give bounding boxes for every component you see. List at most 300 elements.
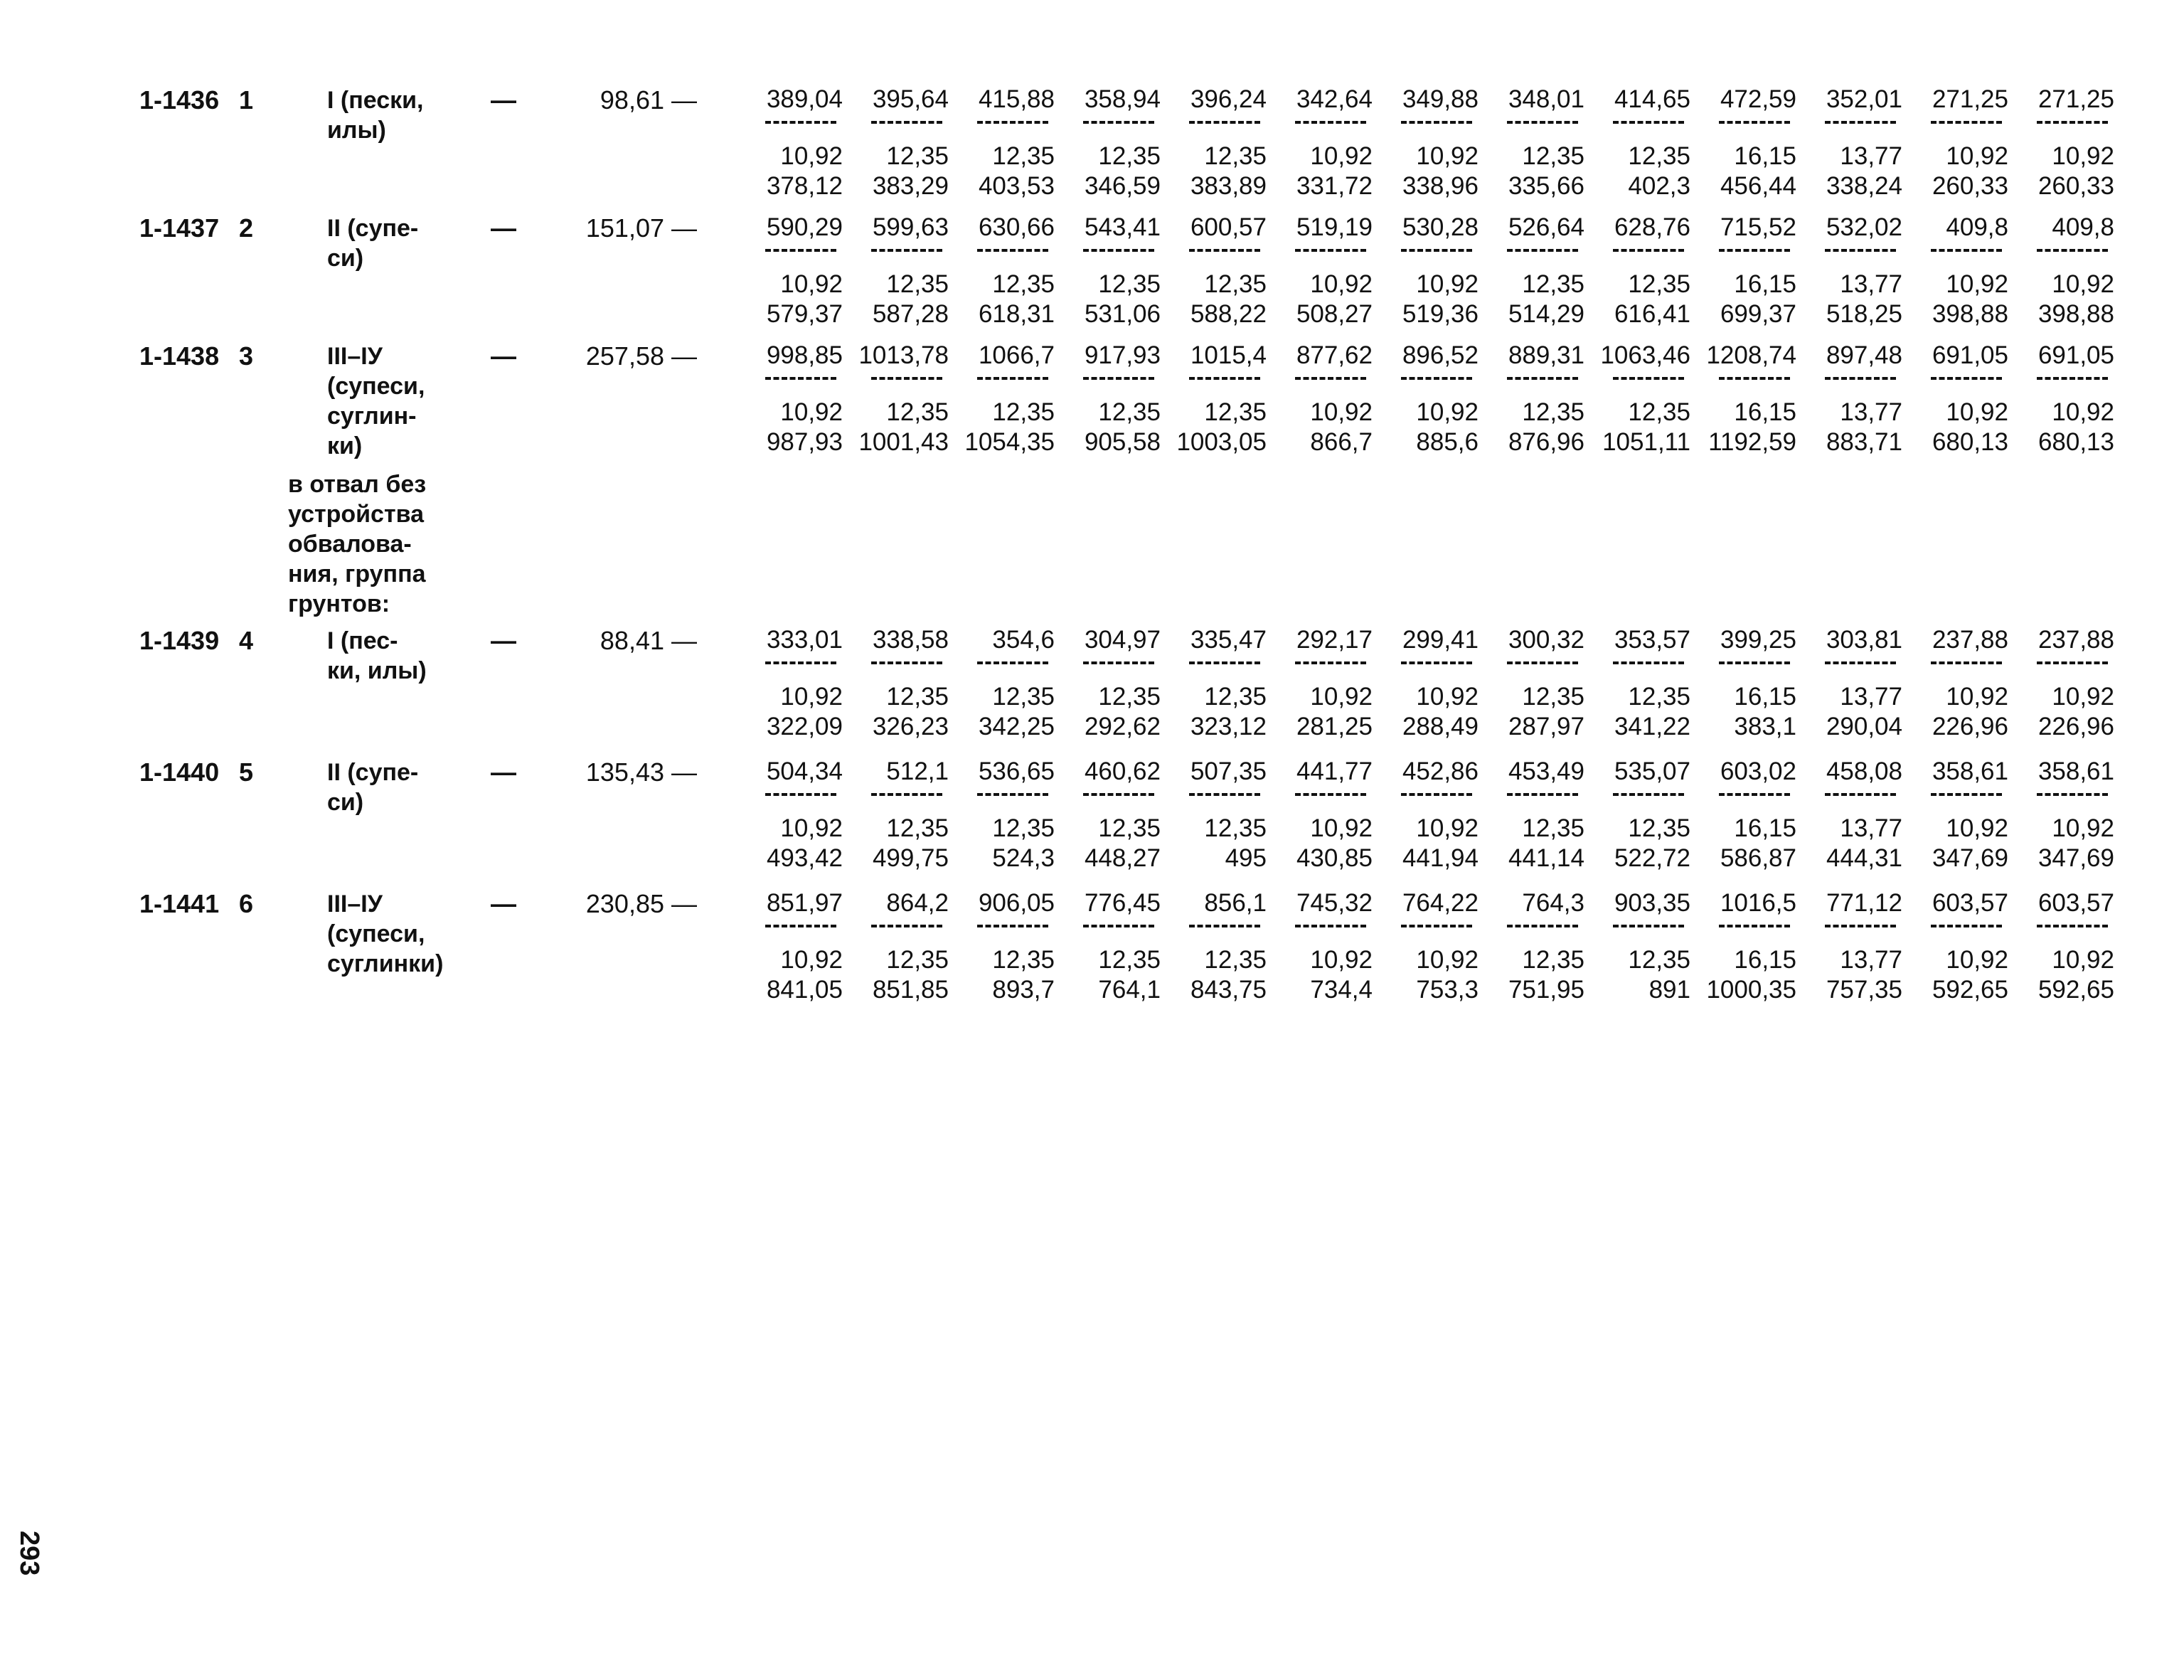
fraction-numerator: 530,28 bbox=[1402, 213, 1479, 241]
fraction-result: 851,85 bbox=[872, 976, 949, 1004]
fraction-cell bbox=[1379, 889, 1485, 1010]
fraction-result: 616,41 bbox=[1614, 300, 1690, 328]
fraction-cell bbox=[849, 213, 955, 334]
fraction-cell bbox=[849, 626, 955, 747]
fraction-rule bbox=[977, 661, 1048, 664]
fraction-rule bbox=[1083, 377, 1154, 380]
fraction-denominator: 12,35 bbox=[992, 946, 1055, 974]
fraction-result: 281,25 bbox=[1296, 713, 1373, 740]
fraction-cell bbox=[1167, 85, 1273, 206]
fraction-cell bbox=[1379, 341, 1485, 462]
fraction-cell bbox=[1697, 85, 1803, 206]
fraction-numerator: 603,57 bbox=[2037, 889, 2114, 917]
fraction-cell bbox=[1909, 626, 2015, 747]
fraction-numerator: 628,76 bbox=[1614, 213, 1690, 241]
fraction-result: 586,87 bbox=[1720, 844, 1796, 872]
fraction-cell bbox=[1485, 85, 1591, 206]
fraction-result: 587,28 bbox=[872, 300, 949, 328]
fraction-cell bbox=[1909, 213, 2015, 334]
fraction-cell bbox=[1379, 757, 1485, 878]
fraction-rule bbox=[1931, 793, 2002, 796]
fraction-denominator: 10,92 bbox=[1310, 270, 1373, 298]
fraction-rule bbox=[1295, 661, 1366, 664]
fraction-cell bbox=[1379, 626, 1485, 747]
fraction-numerator: 414,65 bbox=[1614, 85, 1690, 113]
fraction-denominator: 10,92 bbox=[1946, 683, 2008, 711]
fraction-result: 338,24 bbox=[1826, 172, 1902, 200]
fraction-denominator: 13,77 bbox=[1840, 946, 1902, 974]
fraction-numerator: 543,41 bbox=[1084, 213, 1161, 241]
fraction-result: 592,65 bbox=[1932, 976, 2008, 1004]
fraction-cell bbox=[1909, 889, 2015, 1010]
fraction-result: 753,3 bbox=[1416, 976, 1479, 1004]
fraction-result: 287,97 bbox=[1508, 713, 1584, 740]
fraction-rule bbox=[1613, 793, 1684, 796]
fraction-denominator: 10,92 bbox=[2052, 946, 2114, 974]
fraction-denominator: 10,92 bbox=[1946, 142, 2008, 170]
fraction-denominator: 12,35 bbox=[1204, 270, 1267, 298]
base-value: 88,41 — bbox=[600, 626, 697, 655]
fraction-denominator: 16,15 bbox=[1734, 946, 1796, 974]
fraction-result: 430,85 bbox=[1296, 844, 1373, 872]
fraction-denominator: 12,35 bbox=[992, 270, 1055, 298]
fraction-cell bbox=[1273, 889, 1379, 1010]
fraction-denominator: 10,92 bbox=[1946, 946, 2008, 974]
fraction-denominator: 10,92 bbox=[1310, 142, 1373, 170]
fraction-result: 905,58 bbox=[1084, 428, 1161, 456]
base-value: 151,07 — bbox=[585, 213, 697, 243]
fraction-cell bbox=[1167, 626, 1273, 747]
fraction-rule bbox=[1931, 249, 2002, 252]
value-cells bbox=[743, 626, 2121, 747]
fraction-denominator: 12,35 bbox=[886, 814, 949, 842]
fraction-rule bbox=[1401, 661, 1472, 664]
fraction-rule bbox=[1083, 661, 1154, 664]
section-note: в отвал без устройства обвалова- ния, группа грунтов: bbox=[288, 471, 427, 617]
fraction-rule bbox=[1083, 121, 1154, 124]
base-value: 257,58 — bbox=[585, 341, 697, 371]
fraction-rule bbox=[2037, 661, 2108, 664]
fraction-cell bbox=[1803, 213, 1909, 334]
fraction-rule bbox=[1189, 793, 1260, 796]
fraction-cell bbox=[1273, 757, 1379, 878]
row-number: 2 bbox=[239, 213, 254, 243]
fraction-numerator: 1016,5 bbox=[1720, 889, 1796, 917]
fraction-cell bbox=[1379, 85, 1485, 206]
fraction-rule bbox=[1189, 377, 1260, 380]
fraction-denominator: 10,92 bbox=[2052, 814, 2114, 842]
fraction-result: 288,49 bbox=[1402, 713, 1479, 740]
fraction-denominator: 12,35 bbox=[1522, 270, 1584, 298]
fraction-numerator: 358,61 bbox=[1932, 757, 2008, 785]
fraction-numerator: 864,2 bbox=[886, 889, 949, 917]
fraction-result: 891 bbox=[1648, 976, 1690, 1004]
fraction-numerator: 1013,78 bbox=[858, 341, 949, 369]
fraction-rule bbox=[1719, 661, 1790, 664]
fraction-result: 378,12 bbox=[766, 172, 843, 200]
fraction-rule bbox=[871, 377, 942, 380]
fraction-rule bbox=[2037, 249, 2108, 252]
fraction-numerator: 532,02 bbox=[1826, 213, 1902, 241]
item-code: 1-1440 bbox=[139, 757, 220, 787]
fraction-result: 764,1 bbox=[1098, 976, 1161, 1004]
fraction-denominator: 12,35 bbox=[1522, 683, 1584, 711]
fraction-result: 514,29 bbox=[1508, 300, 1584, 328]
fraction-cell bbox=[2015, 626, 2121, 747]
fraction-result: 1001,43 bbox=[858, 428, 949, 456]
fraction-cell bbox=[1485, 757, 1591, 878]
fraction-rule bbox=[1295, 793, 1366, 796]
base-value: 98,61 — bbox=[600, 85, 697, 115]
fraction-cell bbox=[1697, 213, 1803, 334]
fraction-rule bbox=[1295, 925, 1366, 927]
fraction-rule bbox=[1825, 661, 1896, 664]
fraction-numerator: 271,25 bbox=[1932, 85, 2008, 113]
fraction-denominator: 16,15 bbox=[1734, 398, 1796, 426]
fraction-result: 841,05 bbox=[766, 976, 843, 1004]
fraction-numerator: 415,88 bbox=[978, 85, 1055, 113]
empty-cell-dash: — bbox=[491, 757, 516, 787]
fraction-cell bbox=[1167, 341, 1273, 462]
fraction-numerator: 354,6 bbox=[992, 626, 1055, 654]
fraction-rule bbox=[977, 925, 1048, 927]
fraction-cell bbox=[1803, 889, 1909, 1010]
fraction-numerator: 396,24 bbox=[1190, 85, 1267, 113]
fraction-rule bbox=[1295, 377, 1366, 380]
fraction-result: 751,95 bbox=[1508, 976, 1584, 1004]
fraction-rule bbox=[1189, 925, 1260, 927]
fraction-cell bbox=[955, 85, 1061, 206]
fraction-result: 323,12 bbox=[1190, 713, 1267, 740]
row-number: 5 bbox=[239, 757, 254, 787]
fraction-cell bbox=[1273, 213, 1379, 334]
fraction-result: 524,3 bbox=[992, 844, 1055, 872]
fraction-numerator: 764,22 bbox=[1402, 889, 1479, 917]
fraction-numerator: 300,32 bbox=[1508, 626, 1584, 654]
fraction-result: 499,75 bbox=[872, 844, 949, 872]
fraction-denominator: 12,35 bbox=[1628, 683, 1690, 711]
fraction-rule bbox=[765, 793, 836, 796]
fraction-numerator: 409,8 bbox=[2052, 213, 2114, 241]
fraction-result: 347,69 bbox=[1932, 844, 2008, 872]
fraction-result: 1054,35 bbox=[964, 428, 1055, 456]
fraction-denominator: 13,77 bbox=[1840, 398, 1902, 426]
fraction-rule bbox=[871, 661, 942, 664]
fraction-result: 876,96 bbox=[1508, 428, 1584, 456]
fraction-cell bbox=[1273, 85, 1379, 206]
fraction-result: 987,93 bbox=[766, 428, 843, 456]
fraction-cell bbox=[955, 757, 1061, 878]
fraction-rule bbox=[1931, 377, 2002, 380]
fraction-rule bbox=[1719, 121, 1790, 124]
fraction-numerator: 441,77 bbox=[1296, 757, 1373, 785]
fraction-rule bbox=[871, 121, 942, 124]
fraction-rule bbox=[1931, 121, 2002, 124]
fraction-result: 403,53 bbox=[978, 172, 1055, 200]
value-cells bbox=[743, 85, 2121, 206]
fraction-cell bbox=[1909, 757, 2015, 878]
fraction-cell bbox=[1803, 85, 1909, 206]
fraction-cell bbox=[2015, 341, 2121, 462]
fraction-rule bbox=[1401, 793, 1472, 796]
fraction-numerator: 458,08 bbox=[1826, 757, 1902, 785]
value-cells bbox=[743, 757, 2121, 878]
fraction-rule bbox=[1507, 925, 1578, 927]
fraction-rule bbox=[1613, 249, 1684, 252]
fraction-rule bbox=[1825, 377, 1896, 380]
fraction-numerator: 460,62 bbox=[1084, 757, 1161, 785]
value-cells bbox=[743, 341, 2121, 462]
fraction-rule bbox=[1931, 925, 2002, 927]
item-code: 1-1441 bbox=[139, 889, 220, 918]
fraction-denominator: 10,92 bbox=[1310, 683, 1373, 711]
value-cells bbox=[743, 889, 2121, 1010]
soil-group: I (пес- ки, илы) bbox=[327, 627, 427, 684]
fraction-numerator: 237,88 bbox=[2037, 626, 2114, 654]
fraction-rule bbox=[1507, 661, 1578, 664]
fraction-denominator: 12,35 bbox=[1628, 142, 1690, 170]
fraction-rule bbox=[871, 249, 942, 252]
fraction-rule bbox=[1401, 249, 1472, 252]
fraction-denominator: 10,92 bbox=[2052, 142, 2114, 170]
fraction-rule bbox=[1613, 661, 1684, 664]
fraction-numerator: 504,34 bbox=[766, 757, 843, 785]
fraction-denominator: 12,35 bbox=[992, 683, 1055, 711]
fraction-result: 493,42 bbox=[766, 844, 843, 872]
fraction-denominator: 12,35 bbox=[1204, 814, 1267, 842]
fraction-result: 260,33 bbox=[1932, 172, 2008, 200]
page-number: 293 bbox=[14, 1531, 44, 1576]
fraction-result: 519,36 bbox=[1402, 300, 1479, 328]
fraction-cell bbox=[743, 213, 849, 334]
fraction-numerator: 917,93 bbox=[1084, 341, 1161, 369]
fraction-result: 398,88 bbox=[1932, 300, 2008, 328]
fraction-numerator: 342,64 bbox=[1296, 85, 1373, 113]
fraction-numerator: 906,05 bbox=[978, 889, 1055, 917]
fraction-denominator: 16,15 bbox=[1734, 683, 1796, 711]
fraction-cell bbox=[743, 757, 849, 878]
fraction-cell bbox=[743, 341, 849, 462]
fraction-rule bbox=[1507, 121, 1578, 124]
empty-cell-dash: — bbox=[491, 341, 516, 371]
fraction-numerator: 349,88 bbox=[1402, 85, 1479, 113]
fraction-denominator: 10,92 bbox=[1416, 683, 1479, 711]
fraction-cell bbox=[955, 213, 1061, 334]
fraction-numerator: 896,52 bbox=[1402, 341, 1479, 369]
fraction-rule bbox=[1719, 793, 1790, 796]
fraction-result: 495 bbox=[1225, 844, 1267, 872]
fraction-cell bbox=[849, 757, 955, 878]
fraction-denominator: 12,35 bbox=[1628, 270, 1690, 298]
fraction-rule bbox=[1083, 793, 1154, 796]
soil-group: III–IУ (супеси, суглинки) bbox=[327, 890, 444, 977]
fraction-numerator: 472,59 bbox=[1720, 85, 1796, 113]
row-number: 6 bbox=[239, 889, 254, 918]
fraction-numerator: 512,1 bbox=[886, 757, 949, 785]
fraction-denominator: 10,92 bbox=[1946, 814, 2008, 842]
fraction-result: 335,66 bbox=[1508, 172, 1584, 200]
fraction-cell bbox=[1061, 85, 1167, 206]
fraction-rule bbox=[2037, 925, 2108, 927]
fraction-denominator: 16,15 bbox=[1734, 142, 1796, 170]
fraction-cell bbox=[849, 889, 955, 1010]
fraction-cell bbox=[1061, 889, 1167, 1010]
fraction-numerator: 304,97 bbox=[1084, 626, 1161, 654]
fraction-numerator: 335,47 bbox=[1190, 626, 1267, 654]
fraction-cell bbox=[1697, 341, 1803, 462]
fraction-denominator: 10,92 bbox=[2052, 270, 2114, 298]
fraction-numerator: 1066,7 bbox=[978, 341, 1055, 369]
fraction-numerator: 600,57 bbox=[1190, 213, 1267, 241]
fraction-rule bbox=[977, 249, 1048, 252]
fraction-result: 1003,05 bbox=[1176, 428, 1267, 456]
fraction-numerator: 358,94 bbox=[1084, 85, 1161, 113]
fraction-rule bbox=[2037, 793, 2108, 796]
fraction-numerator: 395,64 bbox=[872, 85, 949, 113]
fraction-cell bbox=[1061, 757, 1167, 878]
base-value: 230,85 — bbox=[585, 889, 697, 918]
fraction-result: 893,7 bbox=[992, 976, 1055, 1004]
fraction-numerator: 877,62 bbox=[1296, 341, 1373, 369]
fraction-rule bbox=[765, 661, 836, 664]
fraction-result: 1051,11 bbox=[1602, 428, 1690, 456]
fraction-result: 226,96 bbox=[2037, 713, 2114, 740]
fraction-numerator: 691,05 bbox=[2037, 341, 2114, 369]
fraction-result: 843,75 bbox=[1190, 976, 1267, 1004]
fraction-denominator: 12,35 bbox=[1628, 398, 1690, 426]
fraction-cell bbox=[1167, 889, 1273, 1010]
fraction-denominator: 10,92 bbox=[780, 814, 843, 842]
fraction-denominator: 10,92 bbox=[1416, 398, 1479, 426]
fraction-result: 885,6 bbox=[1416, 428, 1479, 456]
value-cells bbox=[743, 213, 2121, 334]
fraction-result: 338,96 bbox=[1402, 172, 1479, 200]
base-value: 135,43 — bbox=[585, 757, 697, 787]
fraction-rule bbox=[765, 249, 836, 252]
fraction-cell bbox=[955, 626, 1061, 747]
fraction-numerator: 303,81 bbox=[1826, 626, 1902, 654]
fraction-denominator: 10,92 bbox=[780, 142, 843, 170]
fraction-cell bbox=[1273, 341, 1379, 462]
fraction-result: 346,59 bbox=[1084, 172, 1161, 200]
fraction-numerator: 1208,74 bbox=[1706, 341, 1796, 369]
fraction-cell bbox=[1909, 341, 2015, 462]
fraction-numerator: 292,17 bbox=[1296, 626, 1373, 654]
fraction-cell bbox=[1591, 757, 1697, 878]
fraction-numerator: 409,8 bbox=[1946, 213, 2008, 241]
fraction-result: 326,23 bbox=[872, 713, 949, 740]
fraction-rule bbox=[1295, 249, 1366, 252]
fraction-denominator: 12,35 bbox=[1098, 142, 1161, 170]
fraction-numerator: 507,35 bbox=[1190, 757, 1267, 785]
fraction-cell bbox=[1591, 85, 1697, 206]
fraction-rule bbox=[1189, 661, 1260, 664]
fraction-cell bbox=[1697, 889, 1803, 1010]
fraction-cell bbox=[743, 626, 849, 747]
fraction-cell bbox=[849, 85, 955, 206]
fraction-denominator: 12,35 bbox=[886, 270, 949, 298]
fraction-denominator: 13,77 bbox=[1840, 142, 1902, 170]
fraction-numerator: 715,52 bbox=[1720, 213, 1796, 241]
item-code: 1-1439 bbox=[139, 626, 220, 655]
fraction-denominator: 12,35 bbox=[1098, 946, 1161, 974]
fraction-rule bbox=[1401, 925, 1472, 927]
fraction-rule bbox=[765, 121, 836, 124]
fraction-denominator: 12,35 bbox=[1204, 946, 1267, 974]
fraction-numerator: 535,07 bbox=[1614, 757, 1690, 785]
fraction-result: 531,06 bbox=[1084, 300, 1161, 328]
fraction-cell bbox=[1485, 626, 1591, 747]
fraction-denominator: 10,92 bbox=[1946, 398, 2008, 426]
fraction-result: 448,27 bbox=[1084, 844, 1161, 872]
row-number: 4 bbox=[239, 626, 254, 655]
fraction-cell bbox=[1803, 757, 1909, 878]
fraction-rule bbox=[1613, 925, 1684, 927]
fraction-numerator: 348,01 bbox=[1508, 85, 1584, 113]
fraction-cell bbox=[1591, 626, 1697, 747]
fraction-result: 383,1 bbox=[1734, 713, 1796, 740]
fraction-cell bbox=[1061, 626, 1167, 747]
fraction-numerator: 603,57 bbox=[1932, 889, 2008, 917]
item-code: 1-1438 bbox=[139, 341, 220, 371]
fraction-cell bbox=[1803, 341, 1909, 462]
fraction-numerator: 338,58 bbox=[872, 626, 949, 654]
fraction-cell bbox=[1379, 213, 1485, 334]
fraction-result: 331,72 bbox=[1296, 172, 1373, 200]
fraction-result: 1000,35 bbox=[1706, 976, 1796, 1004]
fraction-rule bbox=[977, 377, 1048, 380]
soil-group: II (супе- си) bbox=[327, 759, 419, 816]
fraction-numerator: 897,48 bbox=[1826, 341, 1902, 369]
fraction-numerator: 452,86 bbox=[1402, 757, 1479, 785]
fraction-result: 383,89 bbox=[1190, 172, 1267, 200]
fraction-rule bbox=[1295, 121, 1366, 124]
fraction-denominator: 12,35 bbox=[886, 683, 949, 711]
fraction-denominator: 12,35 bbox=[1204, 683, 1267, 711]
fraction-cell bbox=[2015, 889, 2121, 1010]
fraction-rule bbox=[1825, 249, 1896, 252]
fraction-numerator: 358,61 bbox=[2037, 757, 2114, 785]
fraction-result: 322,09 bbox=[766, 713, 843, 740]
fraction-result: 441,14 bbox=[1508, 844, 1584, 872]
fraction-denominator: 12,35 bbox=[1628, 814, 1690, 842]
fraction-result: 518,25 bbox=[1826, 300, 1902, 328]
item-code: 1-1437 bbox=[139, 213, 220, 243]
fraction-denominator: 12,35 bbox=[1204, 142, 1267, 170]
empty-cell-dash: — bbox=[491, 213, 516, 243]
fraction-result: 680,13 bbox=[2037, 428, 2114, 456]
fraction-numerator: 691,05 bbox=[1932, 341, 2008, 369]
fraction-denominator: 12,35 bbox=[886, 946, 949, 974]
fraction-cell bbox=[955, 889, 1061, 1010]
fraction-cell bbox=[1273, 626, 1379, 747]
fraction-result: 734,4 bbox=[1310, 976, 1373, 1004]
fraction-denominator: 12,35 bbox=[1522, 398, 1584, 426]
fraction-denominator: 12,35 bbox=[1522, 142, 1584, 170]
fraction-result: 883,71 bbox=[1826, 428, 1902, 456]
fraction-rule bbox=[1507, 377, 1578, 380]
fraction-rule bbox=[2037, 377, 2108, 380]
fraction-denominator: 12,35 bbox=[886, 398, 949, 426]
fraction-denominator: 10,92 bbox=[780, 270, 843, 298]
fraction-denominator: 10,92 bbox=[1416, 142, 1479, 170]
fraction-cell bbox=[1803, 626, 1909, 747]
fraction-denominator: 13,77 bbox=[1840, 683, 1902, 711]
fraction-numerator: 526,64 bbox=[1508, 213, 1584, 241]
fraction-numerator: 745,32 bbox=[1296, 889, 1373, 917]
fraction-result: 260,33 bbox=[2037, 172, 2114, 200]
fraction-cell bbox=[2015, 85, 2121, 206]
